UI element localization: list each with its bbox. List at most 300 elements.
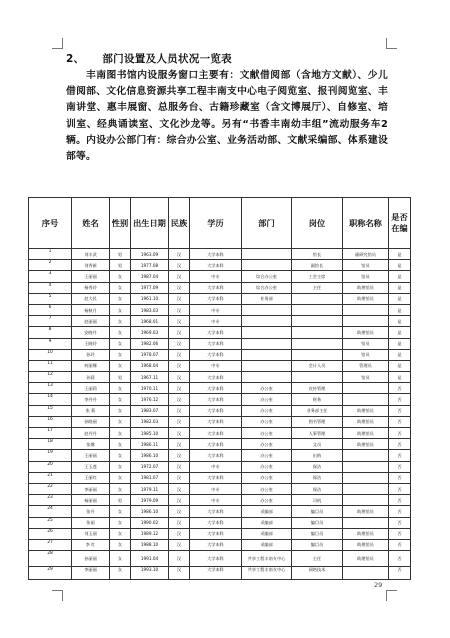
header-education: 学历 xyxy=(190,198,242,249)
cell-on-staff: 是 xyxy=(389,293,411,304)
cell-title: 助理馆员 xyxy=(343,428,389,439)
table-row xyxy=(29,539,411,550)
cell-position: 编目员 xyxy=(292,528,343,539)
cell-department xyxy=(242,372,292,383)
cell-ethnicity: 汉 xyxy=(169,282,190,293)
table-row xyxy=(29,282,411,293)
table-row xyxy=(29,327,411,338)
cell-on-staff: 否 xyxy=(389,450,411,461)
cell-name: 王丽丽 xyxy=(72,450,110,461)
cell-gender: 女 xyxy=(110,506,131,517)
cell-no: 3 xyxy=(29,271,72,282)
cell-title: 助理馆员 xyxy=(343,528,389,539)
cell-position xyxy=(292,372,343,383)
cell-position xyxy=(292,316,343,327)
table-body xyxy=(29,249,411,580)
cell-title xyxy=(343,461,389,472)
cell-title xyxy=(343,517,389,528)
cell-department: 办公室 xyxy=(242,472,292,483)
cell-department: 办公室 xyxy=(242,405,292,416)
table-row xyxy=(29,260,411,271)
cell-education: 大学本科 xyxy=(190,539,242,550)
header-gender: 性别 xyxy=(110,198,131,249)
cell-position: 司机 xyxy=(292,495,343,506)
cell-ethnicity: 汉 xyxy=(169,506,190,517)
cell-title xyxy=(343,304,389,315)
cell-on-staff: 否 xyxy=(389,506,411,517)
cell-on-staff: 是 xyxy=(389,360,411,371)
cell-education: 大学本科 xyxy=(190,506,242,517)
cell-no: 19 xyxy=(29,450,72,461)
cell-on-staff: 否 xyxy=(389,416,411,427)
cell-name: 孙丽丽 xyxy=(72,551,110,567)
cell-title: 助理馆员 xyxy=(343,405,389,416)
header-on-staff: 是否在编 xyxy=(389,198,411,249)
cell-position: 保洁 xyxy=(292,461,343,472)
cell-education: 中专 xyxy=(190,316,242,327)
cell-on-staff: 否 xyxy=(389,472,411,483)
cell-birth-date: 1969.03 xyxy=(131,327,169,338)
cell-on-staff: 是 xyxy=(389,260,411,271)
cell-title xyxy=(343,472,389,483)
cell-name: 杨丽丽 xyxy=(72,495,110,506)
cell-on-staff: 是 xyxy=(389,316,411,327)
cell-position xyxy=(292,293,343,304)
cell-name: 孙莉 xyxy=(72,372,110,383)
cell-education: 大学本科 xyxy=(190,327,242,338)
cell-department: 业务部 xyxy=(242,293,292,304)
cell-department xyxy=(242,260,292,271)
cell-education: 大学本科 xyxy=(190,372,242,383)
section-heading xyxy=(66,51,232,66)
cell-ethnicity: 汉 xyxy=(169,372,190,383)
cell-education: 大学本科 xyxy=(190,450,242,461)
cell-birth-date: 1979.11 xyxy=(131,483,169,494)
cell-gender: 女 xyxy=(110,528,131,539)
cell-gender: 女 xyxy=(110,360,131,371)
cell-no: 21 xyxy=(29,472,72,483)
cell-education: 大学本科 xyxy=(190,338,242,349)
cell-education: 大学本科 xyxy=(190,349,242,360)
header-title: 职称名称 xyxy=(343,198,389,249)
cell-department xyxy=(242,316,292,327)
cell-education: 中专 xyxy=(190,304,242,315)
cell-title: 助理馆员 xyxy=(343,551,389,567)
cell-position: 网络技术 xyxy=(292,567,343,580)
cell-no: 29 xyxy=(29,567,72,580)
cell-name: 安晓丹 xyxy=(72,327,110,338)
cell-gender: 女 xyxy=(110,304,131,315)
cell-ethnicity: 汉 xyxy=(169,517,190,528)
cell-gender: 女 xyxy=(110,461,131,472)
cell-title: 助理馆员 xyxy=(343,506,389,517)
cell-department xyxy=(242,338,292,349)
cell-birth-date: 1982.03 xyxy=(131,416,169,427)
cell-name: 王玉莲 xyxy=(72,461,110,472)
cell-department: 办公室 xyxy=(242,428,292,439)
cell-gender: 女 xyxy=(110,450,131,461)
table-row xyxy=(29,461,411,472)
cell-title: 助理馆员 xyxy=(343,439,389,450)
cell-on-staff: 否 xyxy=(389,567,411,580)
cell-birth-date: 1977.08 xyxy=(131,260,169,271)
cell-no: 26 xyxy=(29,528,72,539)
cell-no: 2 xyxy=(29,260,72,271)
cell-title: 管理员 xyxy=(343,360,389,371)
cell-department: 共享工程丰南支中心 xyxy=(242,567,292,580)
table-row xyxy=(29,483,411,494)
cell-no: 17 xyxy=(29,428,72,439)
cell-on-staff: 否 xyxy=(389,528,411,539)
table-row xyxy=(29,506,411,517)
cell-gender: 女 xyxy=(110,551,131,567)
cell-gender: 女 xyxy=(110,416,131,427)
cell-birth-date: 1986.11 xyxy=(131,439,169,450)
table-header-row xyxy=(29,198,411,249)
cell-no: 20 xyxy=(29,461,72,472)
cell-gender: 女 xyxy=(110,428,131,439)
table-row xyxy=(29,360,411,371)
cell-title: 馆员 xyxy=(343,271,389,282)
cell-education: 大学本科 xyxy=(190,260,242,271)
cell-no: 4 xyxy=(29,282,72,293)
cell-birth-date: 1970.11 xyxy=(131,383,169,394)
cell-department: 综合办公室 xyxy=(242,271,292,282)
cell-no: 15 xyxy=(29,405,72,416)
cell-birth-date: 1983.03 xyxy=(131,304,169,315)
cell-department xyxy=(242,360,292,371)
cell-name: 张丽 xyxy=(72,517,110,528)
cell-gender: 女 xyxy=(110,383,131,394)
cell-department xyxy=(242,349,292,360)
cell-on-staff: 否 xyxy=(389,539,411,550)
cell-gender: 女 xyxy=(110,293,131,304)
cell-ethnicity: 汉 xyxy=(169,304,190,315)
table-row xyxy=(29,528,411,539)
cell-gender: 女 xyxy=(110,349,131,360)
cell-birth-date: 1972.07 xyxy=(131,461,169,472)
cell-birth-date: 1986.10 xyxy=(131,450,169,461)
cell-no: 16 xyxy=(29,416,72,427)
cell-gender: 女 xyxy=(110,405,131,416)
section-title: 部门设置及人员状况一览表 xyxy=(102,53,232,65)
cell-no: 22 xyxy=(29,483,72,494)
cell-birth-date: 1982.06 xyxy=(131,338,169,349)
cell-birth-date: 1976.12 xyxy=(131,394,169,405)
cell-department: 办公室 xyxy=(242,416,292,427)
cell-ethnicity: 汉 xyxy=(169,360,190,371)
cell-ethnicity: 汉 xyxy=(169,428,190,439)
cell-on-staff: 是 xyxy=(389,349,411,360)
cell-on-staff: 是 xyxy=(389,372,411,383)
cell-ethnicity: 汉 xyxy=(169,567,190,580)
cell-title: 助理馆员 xyxy=(343,416,389,427)
table-row xyxy=(29,293,411,304)
cell-no: 24 xyxy=(29,506,72,517)
cell-birth-date: 1977.09 xyxy=(131,282,169,293)
cell-title: 助理馆员 xyxy=(343,282,389,293)
cell-department: 办公室 xyxy=(242,450,292,461)
table-row xyxy=(29,304,411,315)
cell-gender: 女 xyxy=(110,316,131,327)
table-row xyxy=(29,338,411,349)
cell-birth-date: 1988.10 xyxy=(131,539,169,550)
cell-position: 馆长 xyxy=(292,249,343,260)
crop-mark-top-right xyxy=(386,38,397,49)
cell-education: 中专 xyxy=(190,271,242,282)
table-row xyxy=(29,349,411,360)
cell-birth-date: 1978.07 xyxy=(131,349,169,360)
cell-no: 6 xyxy=(29,304,72,315)
cell-ethnicity: 汉 xyxy=(169,338,190,349)
cell-name: 刘丰武 xyxy=(72,249,110,260)
cell-no: 25 xyxy=(29,517,72,528)
cell-title: 助理馆员 xyxy=(343,539,389,550)
cell-on-staff: 否 xyxy=(389,483,411,494)
table-row xyxy=(29,271,411,282)
cell-ethnicity: 汉 xyxy=(169,327,190,338)
cell-ethnicity: 汉 xyxy=(169,461,190,472)
cell-ethnicity: 汉 xyxy=(169,495,190,506)
cell-department xyxy=(242,304,292,315)
cell-ethnicity: 汉 xyxy=(169,483,190,494)
cell-education: 大学本科 xyxy=(190,282,242,293)
cell-title: 副研究馆员 xyxy=(343,249,389,260)
cell-birth-date: 1991.04 xyxy=(131,551,169,567)
cell-position xyxy=(292,304,343,315)
cell-education: 大学本科 xyxy=(190,428,242,439)
cell-education: 大学本科 xyxy=(190,394,242,405)
cell-on-staff: 否 xyxy=(389,551,411,567)
cell-position: 会计人员 xyxy=(292,360,343,371)
cell-position xyxy=(292,349,343,360)
cell-position: 编目员 xyxy=(292,506,343,517)
cell-ethnicity: 汉 xyxy=(169,439,190,450)
cell-position: 图书管理 xyxy=(292,416,343,427)
cell-position: 副馆长 xyxy=(292,260,343,271)
cell-title xyxy=(343,383,389,394)
cell-birth-date: 1981.07 xyxy=(131,472,169,483)
cell-department: 采编部 xyxy=(242,539,292,550)
table-row xyxy=(29,472,411,483)
cell-department: 综合办公室 xyxy=(242,282,292,293)
table-row xyxy=(29,394,411,405)
cell-no: 13 xyxy=(29,383,72,394)
cell-department xyxy=(242,327,292,338)
cell-title: 馆员 xyxy=(343,372,389,383)
cell-birth-date: 1967.11 xyxy=(131,372,169,383)
cell-department: 办公室 xyxy=(242,483,292,494)
cell-ethnicity: 汉 xyxy=(169,472,190,483)
cell-ethnicity: 汉 xyxy=(169,405,190,416)
cell-gender: 女 xyxy=(110,539,131,550)
cell-gender: 男 xyxy=(110,260,131,271)
cell-name: 孙晓丽 xyxy=(72,416,110,427)
cell-department: 采编部 xyxy=(242,528,292,539)
cell-department: 办公室 xyxy=(242,383,292,394)
cell-name: 李丽丽 xyxy=(72,567,110,580)
cell-name: 李丽丽 xyxy=(72,483,110,494)
cell-position: 财务 xyxy=(292,394,343,405)
cell-position xyxy=(292,338,343,349)
cell-ethnicity: 汉 xyxy=(169,551,190,567)
cell-position: 工会主席 xyxy=(292,271,343,282)
cell-department: 办公室 xyxy=(242,461,292,472)
cell-name: 杨秋月 xyxy=(72,304,110,315)
table-row xyxy=(29,372,411,383)
cell-on-staff: 否 xyxy=(389,428,411,439)
cell-position: 人事管理 xyxy=(292,428,343,439)
cell-birth-date: 1983.07 xyxy=(131,405,169,416)
cell-education: 大学本科 xyxy=(190,439,242,450)
cell-title: 助理馆员 xyxy=(343,327,389,338)
cell-title xyxy=(343,483,389,494)
cell-title xyxy=(343,316,389,327)
cell-position: 编目员 xyxy=(292,517,343,528)
page-number: 29 xyxy=(374,581,383,589)
cell-no: 8 xyxy=(29,327,72,338)
cell-gender: 女 xyxy=(110,472,131,483)
cell-ethnicity: 汉 xyxy=(169,383,190,394)
cell-department: 办公室 xyxy=(242,495,292,506)
staff-table xyxy=(28,197,411,580)
table-row xyxy=(29,439,411,450)
cell-no: 28 xyxy=(29,551,72,567)
cell-on-staff: 否 xyxy=(389,394,411,405)
cell-position: 文员 xyxy=(292,439,343,450)
cell-no: 12 xyxy=(29,372,72,383)
crop-mark-top-left xyxy=(52,38,63,49)
cell-department: 采编部 xyxy=(242,506,292,517)
cell-position: 业务部主任 xyxy=(292,405,343,416)
cell-name: 赵大民 xyxy=(72,293,110,304)
cell-department xyxy=(242,249,292,260)
cell-gender: 女 xyxy=(110,483,131,494)
cell-name: 王晓玲 xyxy=(72,338,110,349)
section-paragraph: 丰南图书馆内设服务窗口主要有：文献借阅部（含地方文献）、少儿借阅部、文化信息资源共享工程丰南支中心电子阅览室、报刊阅览室、丰南讲堂、惠丰展窗、总服务台、古籍珍藏室（含文博展厅）、自修室、培训室、经典诵读室、文化沙龙等。另有“书香丰南幼丰组”流动服务车2辆。内设办公部门有：综合办公室、业务活动部、文献采编部、体系建设部等。 xyxy=(66,70,388,163)
cell-birth-date: 1968.01 xyxy=(131,316,169,327)
cell-birth-date: 1990.02 xyxy=(131,517,169,528)
cell-position: 保洁 xyxy=(292,483,343,494)
header-birth-date: 出生日期 xyxy=(131,198,169,249)
cell-gender: 男 xyxy=(110,249,131,260)
cell-gender: 女 xyxy=(110,327,131,338)
table-row xyxy=(29,316,411,327)
cell-name: 孙玲 xyxy=(72,349,110,360)
table-row xyxy=(29,249,411,260)
cell-position: 主任 xyxy=(292,551,343,567)
cell-name: 张丹 xyxy=(72,506,110,517)
cell-birth-date: 1989.12 xyxy=(131,528,169,539)
cell-name: 刘玉丽 xyxy=(72,528,110,539)
cell-birth-date: 1987.04 xyxy=(131,271,169,282)
cell-ethnicity: 汉 xyxy=(169,528,190,539)
cell-gender: 女 xyxy=(110,567,131,580)
cell-no: 23 xyxy=(29,495,72,506)
cell-education: 大学本科 xyxy=(190,249,242,260)
cell-birth-date: 1986.10 xyxy=(131,506,169,517)
cell-on-staff: 是 xyxy=(389,304,411,315)
cell-ethnicity: 汉 xyxy=(169,293,190,304)
cell-no: 9 xyxy=(29,338,72,349)
cell-on-staff: 是 xyxy=(389,271,411,282)
cell-birth-date: 1961.10 xyxy=(131,293,169,304)
cell-education: 大学本科 xyxy=(190,517,242,528)
cell-gender: 女 xyxy=(110,282,131,293)
cell-name: 赵丽丽 xyxy=(72,316,110,327)
cell-education: 中专 xyxy=(190,483,242,494)
cell-on-staff: 否 xyxy=(389,383,411,394)
cell-on-staff: 是 xyxy=(389,282,411,293)
cell-ethnicity: 汉 xyxy=(169,271,190,282)
cell-name: 赵丹丹 xyxy=(72,428,110,439)
cell-name: 李丹丹 xyxy=(72,394,110,405)
cell-department: 办公室 xyxy=(242,394,292,405)
cell-gender: 女 xyxy=(110,338,131,349)
cell-no: 1 xyxy=(29,249,72,260)
table-row xyxy=(29,405,411,416)
cell-education: 大学本科 xyxy=(190,405,242,416)
section-number: 2、 xyxy=(66,53,85,65)
cell-title xyxy=(343,394,389,405)
cell-no: 18 xyxy=(29,439,72,450)
header-department: 部门 xyxy=(242,198,292,249)
cell-name: 何丽娜 xyxy=(72,360,110,371)
table-row xyxy=(29,551,411,567)
cell-title: 馆员 xyxy=(343,338,389,349)
header-position: 岗位 xyxy=(292,198,343,249)
cell-gender: 女 xyxy=(110,394,131,405)
cell-education: 中专 xyxy=(190,461,242,472)
cell-gender: 女 xyxy=(110,439,131,450)
cell-name: 王丽丽 xyxy=(72,271,110,282)
cell-name: 张娜 xyxy=(72,439,110,450)
cell-position: 宣传管理 xyxy=(292,383,343,394)
table-row xyxy=(29,450,411,461)
cell-no: 5 xyxy=(29,293,72,304)
cell-on-staff: 否 xyxy=(389,461,411,472)
cell-on-staff: 否 xyxy=(389,517,411,528)
cell-no: 7 xyxy=(29,316,72,327)
cell-position xyxy=(292,327,343,338)
cell-gender: 男 xyxy=(110,372,131,383)
cell-name: 李 红 xyxy=(72,539,110,550)
cell-ethnicity: 汉 xyxy=(169,260,190,271)
cell-birth-date: 1985.10 xyxy=(131,428,169,439)
cell-education: 大学本科 xyxy=(190,528,242,539)
cell-education: 中专 xyxy=(190,495,242,506)
crop-mark-bottom-right xyxy=(386,590,397,601)
cell-title: 馆员 xyxy=(343,260,389,271)
cell-ethnicity: 汉 xyxy=(169,316,190,327)
cell-education: 大学本科 xyxy=(190,416,242,427)
cell-position: 保洁 xyxy=(292,472,343,483)
cell-position: 出纳 xyxy=(292,450,343,461)
cell-ethnicity: 汉 xyxy=(169,349,190,360)
cell-birth-date: 1963.09 xyxy=(131,249,169,260)
cell-gender: 女 xyxy=(110,271,131,282)
cell-no: 11 xyxy=(29,360,72,371)
cell-education: 大学本科 xyxy=(190,383,242,394)
table-row xyxy=(29,428,411,439)
cell-name: 张 莉 xyxy=(72,405,110,416)
cell-ethnicity: 汉 xyxy=(169,539,190,550)
cell-education: 大学本科 xyxy=(190,293,242,304)
cell-ethnicity: 汉 xyxy=(169,450,190,461)
cell-title: 助理馆员 xyxy=(343,293,389,304)
cell-birth-date: 1979.09 xyxy=(131,495,169,506)
header-ethnicity: 民族 xyxy=(169,198,190,249)
